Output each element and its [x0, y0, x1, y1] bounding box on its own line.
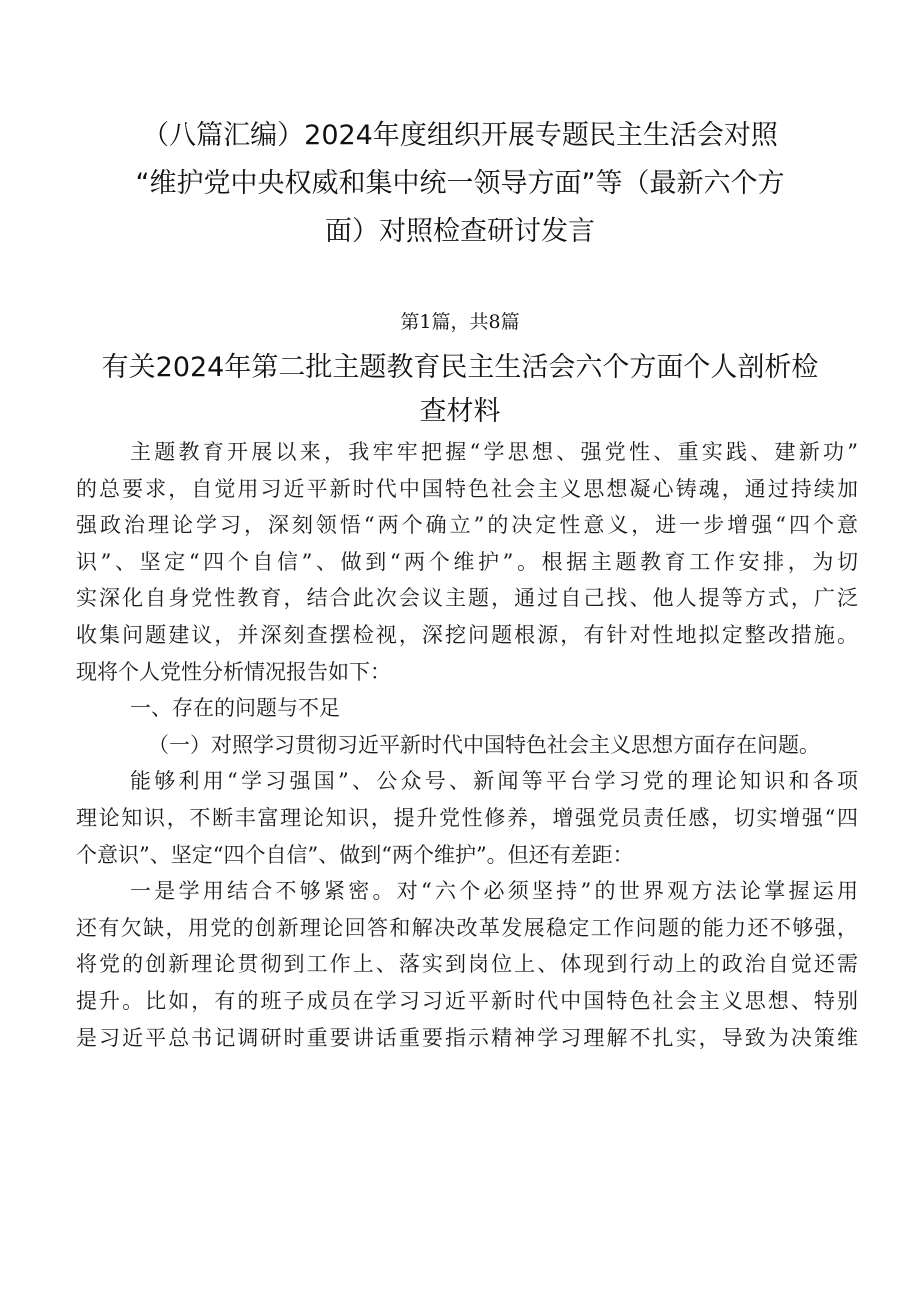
paragraph-line: 能够利用“学习强国”、公众号、新闻等平台学习党的理论知识和各项	[130, 769, 858, 794]
paragraph-line: 的总要求，自觉用习近平新时代中国特色社会主义思想凝心铸魂，通过持续加	[76, 476, 858, 501]
paragraph-line: 理论知识，不断丰富理论知识，提升党性修养，增强党员责任感，切实增强“四	[76, 805, 858, 830]
paragraph-line: 将党的创新理论贯彻到工作上、落实到岗位上、体现到行动上的政治自觉还需	[76, 952, 858, 977]
paragraph-line: 提升。比如，有的班子成员在学习习近平新时代中国特色社会主义思想、特别	[76, 988, 858, 1013]
section-title-line-1: 有关2024年第二批主题教育民主生活会六个方面个人剖析检	[101, 352, 819, 383]
body-text	[76, 434, 858, 1056]
paragraph-line: 识”、坚定“四个自信”、做到“两个维护”。根据主题教育工作安排，为切	[76, 549, 858, 574]
paragraph-line: 强政治理论学习，深刻领悟“两个确立”的决定性意义，进一步增强“四个意	[76, 513, 858, 538]
section-title-line-2: 查材料	[419, 396, 501, 427]
paragraph-line: 主题教育开展以来，我牢牢把握“学思想、强党性、重实践、建新功”	[130, 440, 858, 464]
paragraph-line: 一是学用结合不够紧密。对“六个必须坚持”的世界观方法论掌握运用	[130, 879, 858, 904]
paragraph-line: 现将个人党性分析情况报告如下：	[76, 659, 391, 684]
part-indicator: 第1篇，共8篇	[400, 311, 520, 333]
paragraph-line: 是习近平总书记调研时重要讲话重要指示精神学习理解不扎实，导致为决策维	[76, 1025, 858, 1050]
paragraph-line: 个意识”、坚定“四个自信”、做到“两个维护”。但还有差距：	[76, 842, 634, 867]
paragraph-line: 还有欠缺，用党的创新理论回答和解决改革发展稳定工作问题的能力还不够强，	[76, 915, 858, 940]
paragraph-line: 收集问题建议，并深刻查摆检视，深挖问题根源，有针对性地拟定整改措施。	[76, 622, 858, 647]
title-line-3: 面）对照检查研讨发言	[325, 216, 595, 247]
title-line-1: （八篇汇编）2024年度组织开展专题民主生活会对照	[142, 120, 778, 151]
section-title	[60, 346, 860, 434]
heading-level-2: （一）对照学习贯彻习近平新时代中国特色社会主义思想方面存在问题。	[148, 732, 820, 757]
title-line-2: “维护党中央权威和集中统一领导方面”等（最新六个方	[135, 168, 785, 199]
document-title	[60, 112, 860, 256]
paragraph-line: 实深化自身党性教育，结合此次会议主题，通过自己找、他人提等方式，广泛	[76, 586, 858, 611]
heading-level-1: 一、存在的问题与不足	[130, 696, 340, 721]
